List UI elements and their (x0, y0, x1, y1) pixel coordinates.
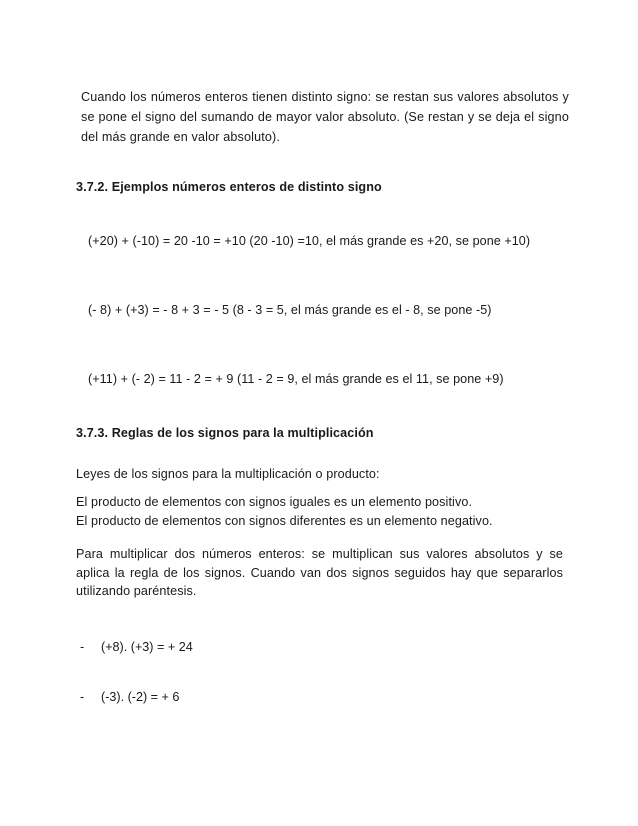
bullet-text: (+8). (+3) = + 24 (101, 640, 193, 654)
rule-equal-signs: El producto de elementos con signos iguales es un elemento positivo. (76, 495, 473, 509)
list-item (80, 690, 179, 704)
section-heading-3-7-3: 3.7.3. Reglas de los signos para la multiplicación (76, 426, 374, 440)
laws-intro: Leyes de los signos para la multiplicación o producto: (76, 467, 380, 481)
example-line: (+20) + (-10) = 20 -10 = +10 (20 -10) =10, el más grande es +20, se pone +10) (88, 234, 531, 248)
bullet-text: (-3). (-2) = + 6 (101, 690, 180, 704)
bullet-dash: - (80, 690, 85, 704)
multiplication-paragraph: Para multiplicar dos números enteros: se multiplican sus valores absolutos y se aplica la regla de los signos. Cuando van dos signos seguidos hay que separarlos utilizando paréntesis. (76, 547, 563, 598)
list-item (80, 640, 193, 654)
example-line: (- 8) + (+3) = - 8 + 3 = - 5 (8 - 3 = 5, el más grande es el - 8, se pone -5) (88, 303, 492, 317)
example-line: (+11) + (- 2) = 11 - 2 = + 9 (11 - 2 = 9, el más grande es el 11, se pone +9) (88, 372, 504, 386)
section-heading-3-7-2: 3.7.2. Ejemplos números enteros de distinto signo (76, 180, 382, 194)
intro-paragraph: Cuando los números enteros tienen distinto signo: se restan sus valores absolutos y se pone el signo del sumando de mayor valor absoluto. (Se restan y se deja el signo del más grande en valor absoluto). (81, 90, 569, 144)
bullet-dash: - (80, 640, 85, 654)
rule-different-signs: El producto de elementos con signos diferentes es un elemento negativo. (76, 514, 493, 528)
